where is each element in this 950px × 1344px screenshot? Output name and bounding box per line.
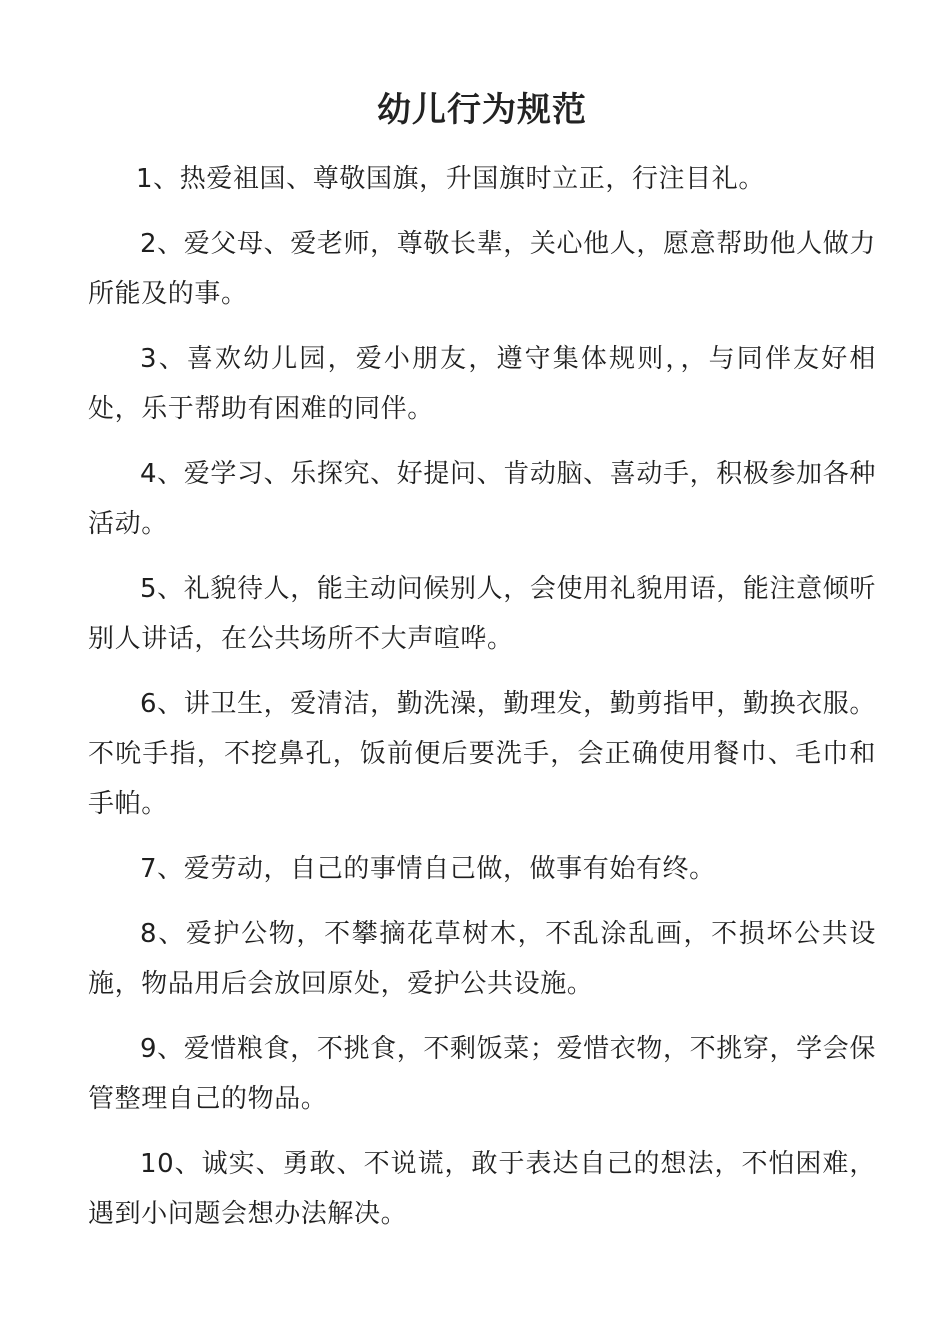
rule-item-2: 2、爱父母、爱老师，尊敬长辈，关心他人，愿意帮助他人做力所能及的事。 <box>88 229 876 309</box>
rule-item-3: 3、喜欢幼儿园，爱小朋友，遵守集体规则，，与同伴友好相处，乐于帮助有困难的同伴。 <box>88 344 876 424</box>
rules-list <box>88 154 876 1239</box>
rule-item-4: 4、爱学习、乐探究、好提问、肯动脑、喜动手，积极参加各种活动。 <box>88 459 876 539</box>
rule-item-1: 1、热爱祖国、尊敬国旗，升国旗时立正，行注目礼。 <box>136 164 765 194</box>
rule-item-6: 6、讲卫生，爱清洁，勤洗澡，勤理发，勤剪指甲，勤换衣服。不吮手指，不挖鼻孔，饭前便后要洗手，会正确使用餐巾、毛巾和手帕。 <box>88 689 876 819</box>
rule-item-8: 8、爱护公物，不攀摘花草树木，不乱涂乱画，不损坏公共设施，物品用后会放回原处，爱护公共设施。 <box>88 919 876 999</box>
document-title: 幼儿行为规范 <box>377 90 587 130</box>
rule-item-5: 5、礼貌待人，能主动问候别人，会使用礼貌用语，能注意倾听别人讲话，在公共场所不大声喧哗。 <box>88 574 876 654</box>
rule-item-10: 10、诚实、勇敢、不说谎，敢于表达自己的想法，不怕困难，遇到小问题会想办法解决。 <box>88 1149 876 1229</box>
rule-item-7: 7、爱劳动，自己的事情自己做，做事有始有终。 <box>140 854 716 884</box>
rule-item-9: 9、爱惜粮食，不挑食，不剩饭菜；爱惜衣物，不挑穿，学会保管整理自己的物品。 <box>88 1034 876 1114</box>
